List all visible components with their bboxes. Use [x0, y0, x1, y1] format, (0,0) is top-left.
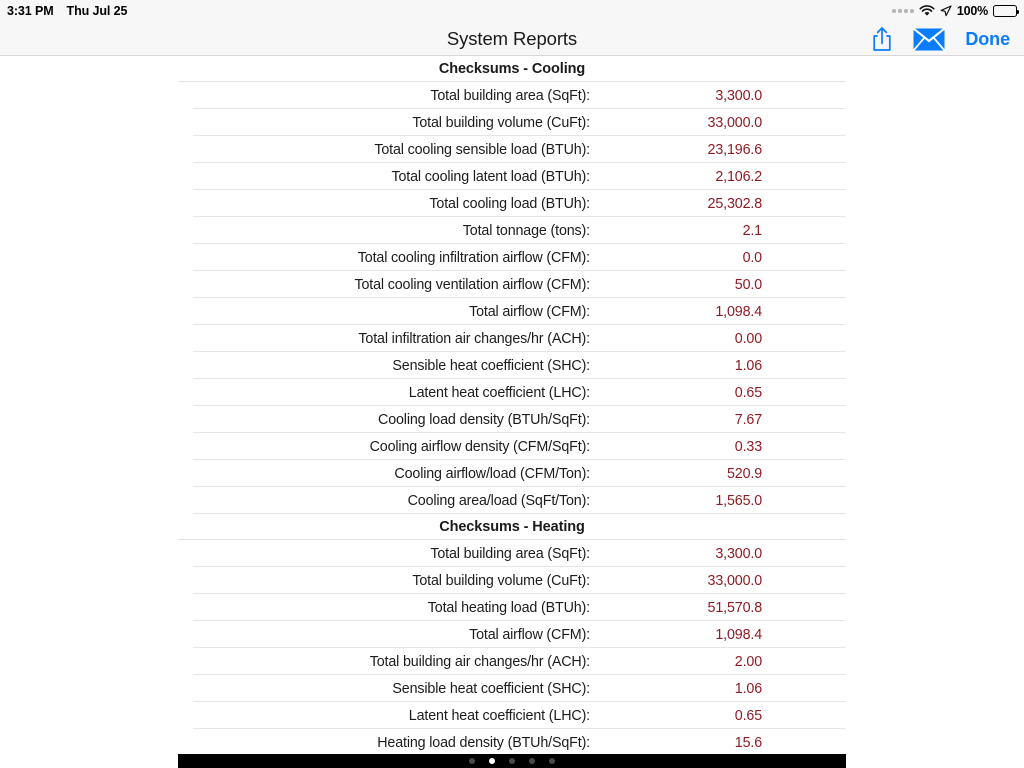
status-time: 3:31 PM [7, 4, 54, 18]
row-value: 0.65 [734, 707, 762, 724]
status-bar [0, 0, 1024, 22]
row-label: Total airflow (CFM): [469, 626, 590, 643]
page-dot[interactable] [509, 758, 515, 764]
row-value: 51,570.8 [707, 599, 762, 616]
table-row[interactable] [178, 217, 846, 244]
envelope-icon[interactable] [913, 28, 945, 51]
table-row[interactable] [178, 594, 846, 621]
row-label: Total infiltration air changes/hr (ACH): [358, 330, 590, 347]
row-label: Total building air changes/hr (ACH): [369, 653, 590, 670]
row-value: 50.0 [734, 276, 762, 293]
row-label: Latent heat coefficient (LHC): [408, 384, 590, 401]
table-row[interactable] [178, 244, 846, 271]
row-value: 1.06 [734, 357, 762, 374]
checksums-table [178, 56, 846, 752]
row-value: 0.00 [734, 330, 762, 347]
page-dot[interactable] [549, 758, 555, 764]
table-row[interactable] [178, 675, 846, 702]
row-label: Total building volume (CuFt): [412, 572, 590, 589]
row-value: 2.00 [734, 653, 762, 670]
table-row[interactable] [178, 379, 846, 406]
row-label: Sensible heat coefficient (SHC): [392, 680, 590, 697]
row-label: Cooling load density (BTUh/SqFt): [378, 411, 590, 428]
table-row[interactable] [178, 298, 846, 325]
row-label: Total building area (SqFt): [430, 545, 590, 562]
table-row[interactable] [178, 190, 846, 217]
row-label: Total cooling ventilation airflow (CFM): [354, 276, 590, 293]
row-label: Total cooling latent load (BTUh): [391, 168, 590, 185]
report-content[interactable] [0, 56, 1024, 752]
row-value: 1,098.4 [715, 303, 762, 320]
table-row[interactable] [178, 136, 846, 163]
row-value: 2.1 [742, 222, 762, 239]
status-bar-left [7, 4, 127, 18]
page-indicator[interactable] [178, 754, 846, 768]
row-label: Heating load density (BTUh/SqFt): [377, 734, 590, 751]
page-title: System Reports [446, 28, 578, 49]
row-label: Total cooling load (BTUh): [429, 195, 590, 212]
row-value: 520.9 [726, 465, 762, 482]
table-row[interactable] [178, 352, 846, 379]
table-row[interactable] [178, 163, 846, 190]
location-arrow-icon [940, 5, 952, 17]
table-row[interactable] [178, 109, 846, 136]
row-label: Total tonnage (tons): [462, 222, 590, 239]
row-value: 15.6 [734, 734, 762, 751]
row-value: 1.06 [734, 680, 762, 697]
row-value: 33,000.0 [707, 572, 762, 589]
row-label: Cooling area/load (SqFt/Ton): [407, 492, 590, 509]
row-value: 33,000.0 [707, 114, 762, 131]
row-value: 23,196.6 [707, 141, 762, 158]
row-value: 3,300.0 [715, 87, 762, 104]
row-label: Total airflow (CFM): [469, 303, 590, 320]
row-value: 1,098.4 [715, 626, 762, 643]
row-label: Total building volume (CuFt): [412, 114, 590, 131]
table-row[interactable] [178, 729, 846, 752]
table-row[interactable] [178, 433, 846, 460]
section-header: Checksums - Heating [178, 514, 846, 540]
done-button[interactable]: Done [965, 28, 1010, 49]
row-label: Total heating load (BTUh): [427, 599, 590, 616]
status-date: Thu Jul 25 [66, 4, 128, 18]
battery-full-icon [993, 5, 1017, 17]
row-label: Total building area (SqFt): [430, 87, 590, 104]
row-value: 2,106.2 [715, 168, 762, 185]
row-label: Latent heat coefficient (LHC): [408, 707, 590, 724]
table-row[interactable] [178, 487, 846, 514]
wifi-icon [919, 5, 935, 17]
row-value: 3,300.0 [715, 545, 762, 562]
battery-percent-label: 100% [956, 4, 988, 18]
table-row[interactable] [178, 621, 846, 648]
table-row[interactable] [178, 540, 846, 567]
row-label: Total cooling sensible load (BTUh): [374, 141, 590, 158]
row-value: 7.67 [734, 411, 762, 428]
row-value: 25,302.8 [707, 195, 762, 212]
navigation-bar [0, 22, 1024, 56]
table-row[interactable] [178, 406, 846, 433]
page-dot-active[interactable] [489, 758, 495, 764]
navigation-bar-actions [871, 22, 1010, 56]
table-row[interactable] [178, 325, 846, 352]
row-value: 1,565.0 [715, 492, 762, 509]
table-row[interactable] [178, 460, 846, 487]
table-row[interactable] [178, 648, 846, 675]
row-value: 0.65 [734, 384, 762, 401]
table-row[interactable] [178, 702, 846, 729]
page-dot[interactable] [469, 758, 475, 764]
row-label: Cooling airflow density (CFM/SqFt): [369, 438, 590, 455]
row-label: Sensible heat coefficient (SHC): [392, 357, 590, 374]
page-dot[interactable] [529, 758, 535, 764]
table-row[interactable] [178, 271, 846, 298]
row-value: 0.0 [742, 249, 762, 266]
row-label: Total cooling infiltration airflow (CFM): [357, 249, 590, 266]
table-row[interactable] [178, 567, 846, 594]
cellular-dots-icon [892, 9, 914, 13]
section-header: Checksums - Cooling [178, 56, 846, 82]
row-value: 0.33 [734, 438, 762, 455]
share-icon[interactable] [871, 26, 893, 52]
status-bar-right [892, 4, 1017, 18]
row-label: Cooling airflow/load (CFM/Ton): [394, 465, 590, 482]
table-row[interactable] [178, 82, 846, 109]
